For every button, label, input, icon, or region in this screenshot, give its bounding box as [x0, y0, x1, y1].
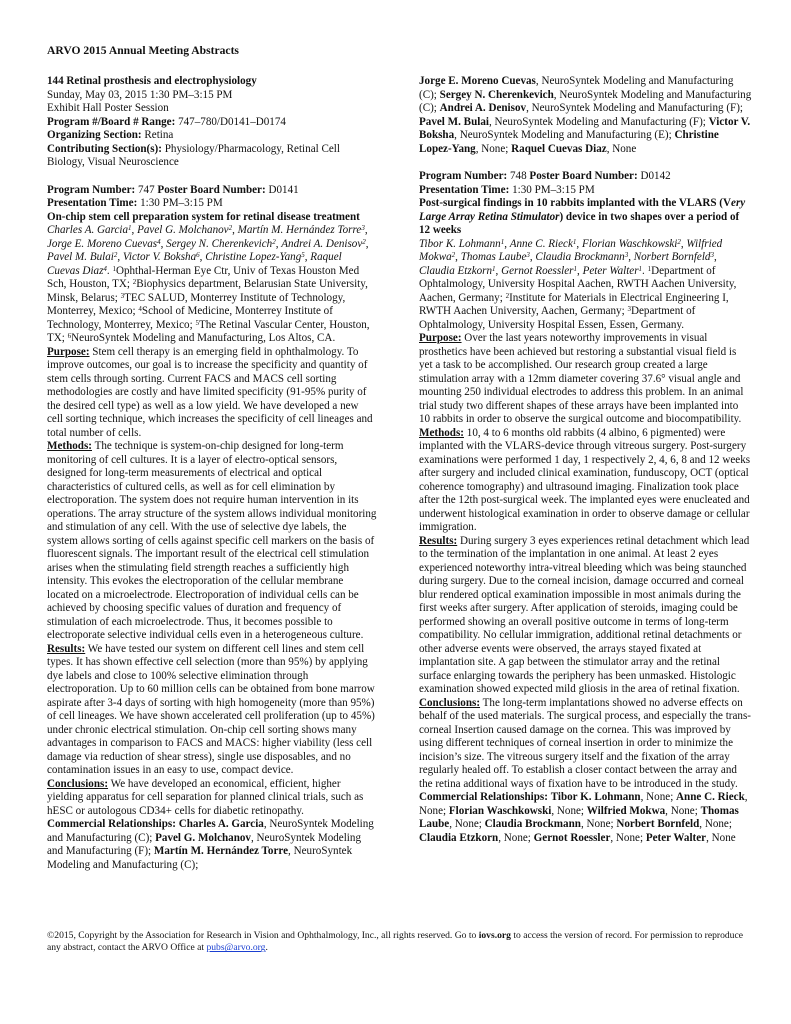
session-organizing: Organizing Section: Retina	[47, 129, 174, 141]
affiliation-sup: 1	[647, 264, 652, 273]
time-line: Presentation Time: 1:30 PM–3:15 PM	[47, 197, 223, 209]
relationship-name: Andrei A. Denisov	[439, 102, 527, 114]
author-name: Anne C. Rieck	[509, 237, 573, 250]
relationship-name: Anne C. Rieck	[676, 791, 745, 803]
relationship-type: None	[419, 804, 444, 817]
author-name: Charles A. Garcia	[47, 224, 129, 236]
affiliation-sup: 4	[138, 305, 142, 313]
relationship-name: Claudia Brockmann	[484, 818, 581, 830]
author-name: Florian Waschkowski	[581, 237, 678, 250]
relationship-name: Wilfried Mokwa	[586, 804, 666, 817]
author-sup: 1	[492, 264, 496, 273]
author	[535, 251, 628, 263]
page-header: ARVO 2015 Annual Meeting Abstracts	[47, 44, 239, 57]
relationship-type: NeuroSyntek Modeling and Manufacturing (F)	[531, 102, 740, 114]
commercial-relationships: Commercial Relationships: Tibor K. Lohmann, None; Anne C. Rieck, None; Florian Waschkowski, None; Wilfried Mokwa, None; Thomas Laube, None; Claudia Brockmann, None; Norbert Bornfeld, None; Claudia Etzkorn, None; Gernot Roessler, None; Peter Walter, None	[419, 791, 748, 844]
author-sup: 1	[128, 224, 132, 232]
author	[419, 238, 504, 250]
relationship-name: Martín M. Hernández Torre	[153, 845, 289, 857]
author-name: Raquel Cuevas Diaz	[47, 251, 342, 277]
abstract-747	[47, 184, 377, 873]
session-contributing: Contributing Section(s): Physiology/Pharmacology, Retinal Cell Biology, Visual Neuroscience	[47, 142, 340, 168]
session-location: Exhibit Hall Poster Session	[47, 102, 169, 114]
author-sup: 5	[301, 251, 305, 259]
time-line: Presentation Time: 1:30 PM–3:15 PM	[419, 183, 595, 196]
author-sup: 2	[113, 251, 118, 259]
relationship-type: None	[615, 831, 640, 844]
session-title: 144 Retinal prosthesis and electrophysiology	[47, 75, 257, 87]
author	[582, 238, 681, 250]
abstract-747-continued: Jorge E. Moreno Cuevas, NeuroSyntek Modeling and Manufacturing (C); Sergey N. Cherenkevich, NeuroSyntek Modeling and Manufacturing (C); Andrei A. Denisov, NeuroSyntek Modeling and Manufacturing (F); Pavel M. Bulai, NeuroSyntek Modeling and Manufacturing (F); Victor V. Boksha, NeuroSyntek Modeling and Manufacturing (E); Christine Lopez-Yang, None; Raquel Cuevas Diaz, None	[419, 75, 752, 155]
author-name: Victor V. Boksha	[122, 251, 197, 263]
author-sup: 3	[624, 251, 629, 259]
affiliation-sup: 3	[627, 305, 631, 313]
conclusions-section: Conclusions: The long-term implantations showed no adverse effects on behalf of the used materials. The surgical process, and especially the trans-corneal Insertion caused damage on the cornea. This was improved by using different techniques of corneal insertion in order to minimize the incision’s size. The vitreous surgery itself and the fixation of the array regularly healed off. To establish a closer contact between the array and the retina additional ways of fixation have to be introduced in the study.	[419, 696, 751, 790]
author	[123, 251, 200, 263]
author	[47, 251, 117, 263]
relationship-name: Sergey N. Cherenkevich	[439, 88, 554, 101]
author-sup: 1	[573, 264, 578, 273]
author-sup: 2	[451, 251, 456, 259]
relationship-type: None	[481, 142, 506, 155]
author	[137, 224, 232, 236]
author-name: Pavel G. Molchanov	[137, 224, 229, 236]
author-name: Thomas Laube	[460, 251, 527, 263]
author-sup: 2	[362, 237, 366, 246]
author-name: Christine Lopez-Yang	[205, 251, 302, 263]
affiliation-sup: 3	[120, 291, 125, 300]
session-date: Sunday, May 03, 2015 1:30 PM–3:15 PM	[47, 88, 233, 101]
author-name: Norbert Bornfeld	[633, 251, 711, 263]
affiliation-text: Institute for Materials in Electrical Engineering I, RWTH Aachen University, Aachen, Germany;	[419, 291, 729, 317]
author	[166, 238, 276, 250]
author	[583, 265, 642, 277]
left-column	[47, 75, 377, 872]
relationship-name: Peter Walter	[645, 831, 707, 844]
relationship-type: NeuroSyntek Modeling and Manufacturing (F)	[47, 831, 361, 857]
relationship-type: None	[711, 831, 736, 844]
affiliation-text: NeuroSyntek Modeling and Manufacturing, Los Altos, CA.	[71, 332, 336, 344]
affiliation-text: Ophthal-Herman Eye Ctr, Univ of Texas Houston Med Sch, Houston, TX;	[47, 264, 360, 290]
authors-affiliations	[419, 238, 752, 333]
copyright-footer: ©2015, Copyright by the Association for Research in Vision and Ophthalmology, Inc., all rights reserved. Go to iovs.org to access the version of record. For permission to reproduce any abstract, contact the ARVO Office at pubs@arvo.org.	[47, 930, 743, 954]
relationship-type: None	[670, 804, 695, 817]
relationship-name: Christine Lopez-Yang	[419, 129, 719, 155]
relationship-name: Gernot Roessler	[533, 831, 611, 844]
author-name: Claudia Brockmann	[535, 251, 625, 263]
author	[47, 224, 132, 236]
author-sup: 2	[677, 237, 681, 246]
relationship-type: None	[646, 791, 671, 803]
conclusions-section: Conclusions: We have developed an economical, efficient, higher yielding apparatus for cell separation for planned clinical trials, such as hESC or autologous CD34+ cells for diabetic retinopathy.	[47, 777, 364, 817]
authors-affiliations	[47, 224, 377, 346]
abstract-748	[419, 170, 752, 845]
author	[510, 238, 577, 250]
relationship-name: Pavel M. Bulai	[419, 115, 489, 128]
author-sup: 1	[572, 237, 577, 246]
author-sup: 1	[500, 237, 505, 246]
affiliation-text: Department of Ophtalmology, University Hospital Essen, Essen, Germany.	[419, 305, 696, 331]
affiliation-text: TEC SALUD, Monterrey Institute of Technology, Monterrey, Mexico;	[47, 291, 346, 317]
affiliation-sup: 2	[505, 291, 510, 300]
relationship-name: Tibor K. Lohmann	[550, 791, 641, 803]
author-sup: 3	[361, 224, 365, 232]
session-program-range: Program #/Board # Range: 747–780/D0141–D0174	[47, 115, 286, 128]
relationship-name: Claudia Etzkorn	[419, 831, 499, 844]
relationship-type: None	[556, 804, 581, 817]
author-name: Sergey N. Cherenkevich	[166, 237, 273, 250]
right-column	[419, 75, 752, 845]
affiliation-text: School of Medicine, Monterrey Institute of Technology, Monterrey, Mexico;	[47, 305, 333, 331]
author-name: Gernot Roessler	[501, 264, 574, 277]
relationship-type: NeuroSyntek Modeling and Manufacturing (C)	[419, 88, 752, 114]
relationship-type: NeuroSyntek Modeling and Manufacturing (C)	[47, 845, 353, 871]
affiliation-text: Department of Ophtalmology, University Hospital Aachen, RWTH Aachen University, Aachen, Germany;	[419, 264, 737, 304]
author	[501, 265, 577, 277]
author-list: Tibor K. Lohmann$^1$, Anne C. Rieck$^1$, Florian Waschkowski$^2$, Wilfried Mokwa$^2$, Thomas Laube$^3$, Claudia Brockmann$^3$, Norbert Bornfeld$^3$, Claudia Etzkorn$^1$, Gernot Roessler$^1$, Peter Walter$^1$.	[419, 237, 723, 277]
relationship-type: None	[454, 818, 479, 830]
author-list: Charles A. Garcia$^1$, Pavel G. Molchanov$^2$, Martín M. Hernández Torre$^3$, Jorge E. Moreno Cuevas$^4$, Sergey N. Cherenkevich$^2$, Andrei A. Denisov$^2$, Pavel M. Bulai$^2$, Victor V. Boksha$^6$, Christine Lopez-Yang$^5$, Raquel Cuevas Diaz$^4$.	[47, 224, 369, 277]
relationship-name: Jorge E. Moreno Cuevas	[419, 75, 536, 87]
author	[47, 238, 161, 250]
author-sup: 3	[526, 251, 530, 259]
commercial-relationships: Commercial Relationships: Charles A. Garcia, NeuroSyntek Modeling and Manufacturing (C); Pavel G. Molchanov, NeuroSyntek Modeling and Manufacturing (F); Martín M. Hernández Torre, NeuroSyntek Modeling and Manufacturing (C);	[47, 818, 374, 871]
author	[419, 265, 496, 277]
author-sup: 1	[638, 264, 643, 273]
relationship-name: Pavel G. Molchanov	[155, 831, 251, 844]
author-sup: 2	[272, 237, 276, 246]
author-name: Peter Walter	[582, 264, 639, 277]
methods-section: Methods: The technique is system-on-chip designed for long-term monitoring of cell cultures. It is a layer of electro-optical sensors, designed for long-term measurements of electrical and optical characteristics of cultured cells, as well as for cell elimination by electroporation. The system does not require human intervention in its operations. The array structure of the system allows individual monitoring and stimulation of any cell. With the use of selective dye labels, the system allows sorting of cells against specific cell markers on the basis of fluorescent signals. The important result of the electrical cell stimulation arises when the stimulating field strength reaches a sufficiently high intensity. This evokes the electroporation of the cellular membrane located on a microelectrode. Electroporation of individual cells can be achieved by choosing specific values of duration and frequency of stimulation of each microelectrode. Thus, it becomes possible to electroporate selective individual cells even in a heterogeneous culture.	[47, 440, 377, 641]
affiliation-sup: 5	[195, 318, 199, 327]
abstract-title: On-chip stem cell preparation system for retinal disease treatment	[47, 210, 360, 223]
results-section: Results: During surgery 3 eyes experiences retinal detachment which lead to the termination of the implantation in one animal. At least 2 eyes experienced noteworthy intra-vitreal bleeding which was being staunched during surgery. Due to the corneal incision, damage occurred and corneal blur rendered optical examination impossible in most animals during the first weeks after surgery. After application of steroids, imaging could be performed showing an overall positive outcome in terms of long-term compatibility. No cellular immigration, additional retinal detachments or other adverse events were observed, the arrays stayed fixated at implantation site. A gap between the stimulator array and the retinal surface enlarging towards the periphery has been unmasked. Histologic examination showed expected mild gliosis in the area of retinal fixation.	[419, 534, 750, 695]
author	[238, 224, 365, 236]
author-name: Tibor K. Lohmann	[419, 237, 501, 250]
author-name: Andrei A. Denisov	[281, 237, 363, 250]
relationship-name: Victor V. Boksha	[419, 115, 751, 141]
methods-section: Methods: 10, 4 to 6 months old rabbits (4 albino, 6 pigmented) were implanted with the VLARS-device through vitreous surgery. Post-surgery examinations were performed 1 day, 1 respectively 2, 4, 6, 8 and 12 weeks after surgery and included clinical examination, funduscopy, OCT (optical coherence tomography) and ultrasound imaging. Finalization took place after the 12th post-surgical week. The implanted eyes were enucleated and underwent histological examination in order to observe damage or cellular immigration.	[419, 426, 751, 533]
results-section: Results: We have tested our system on different cell lines and stem cell types. It has shown effective cell selection (more than 95%) by applying dye labels and close to 100% selective elimination through electroporation. Up to 60 million cells can be obtained from bone marrow aspirate after 3-4 days of sorting with high homogeneity (more than 95%) of cell lineages. We have shown accelerated cell proliferation (up to 45%) under chronic electrical stimulation. On-chip cell sorting shows many advantages in comparison to FACS and MACS: higher viability (less cell damage via reduction of shear stress), single use disposables, and no contamination issues in an easy to use, compact device.	[47, 642, 375, 776]
author-sup: 4	[157, 237, 161, 246]
author-name: Wilfried Mokwa	[419, 237, 723, 263]
relationship-type: None	[704, 818, 729, 830]
relationship-type: None	[503, 831, 528, 844]
author-sup: 3	[710, 251, 714, 259]
relationship-type: NeuroSyntek Modeling and Manufacturing (F)	[494, 115, 703, 128]
author-name: Jorge E. Moreno Cuevas	[47, 237, 158, 250]
affiliation-sup: 1	[112, 264, 116, 273]
program-line: Program Number: 747 Poster Board Number: D0141	[47, 183, 299, 196]
author	[634, 251, 714, 263]
relationship-name: Norbert Bornfeld	[616, 818, 700, 830]
iovs-link[interactable]: iovs.org	[478, 930, 511, 941]
session-block	[47, 75, 377, 170]
abstract-title: Post-surgical findings in 10 rabbits implanted with the VLARS (Very Large Array Retina Stimulator) device in two shapes over a period of 12 weeks	[419, 197, 746, 236]
purpose-section: Purpose: Over the last years noteworthy improvements in visual prosthetics have been achieved but restoring a substantial visual field is yet a task to be accomplished. Our research group created a large stimulation array with a 12mm diameter covering 37.6° visual angle and mounting 250 individual electrodes to address this problem. In an animal trial study two different shapes of these arrays have been implanted into 10 rabbits in order to observe the surgical outcome and biocompatibility.	[419, 332, 744, 425]
purpose-section: Purpose: Stem cell therapy is an emerging field in ophthalmology. To improve outcomes, our goal is to increase the specificity and quantity of stem cells through sorting. Current FACS and MACS cell sorting methodologies are costly and have limited specificity (91-95% purity of the desired cell type) as well as a low yield. We have developed a new cell sorting technique, which increases the specificity of cell lineages and total number of cells.	[47, 345, 373, 439]
author	[461, 251, 530, 263]
relationship-name: Raquel Cuevas Diaz	[511, 142, 607, 155]
relationship-type: None	[586, 818, 611, 830]
author-name: Pavel M. Bulai	[47, 251, 114, 263]
author-sup: 4	[103, 264, 107, 273]
relationship-type: NeuroSyntek Modeling and Manufacturing (C)	[47, 818, 374, 844]
relationship-type: NeuroSyntek Modeling and Manufacturing (C)	[419, 75, 734, 101]
author-sup: 2	[228, 224, 233, 232]
relationship-name: Charles A. Garcia	[178, 818, 264, 830]
affiliation-sup: 2	[132, 278, 137, 286]
author	[205, 251, 305, 263]
author-name: Claudia Etzkorn	[419, 264, 493, 277]
email-link[interactable]: pubs@arvo.org	[206, 942, 266, 954]
program-line: Program Number: 748 Poster Board Number: D0142	[419, 170, 671, 182]
relationship-name: Florian Waschkowski	[448, 804, 552, 817]
affiliation-text: The Retinal Vascular Center, Houston, TX;	[47, 318, 370, 344]
relationship-name: Thomas Laube	[419, 804, 739, 830]
relationship-type: None	[612, 142, 637, 155]
relationship-type: NeuroSyntek Modeling and Manufacturing (E)	[459, 129, 669, 141]
author-sup: 6	[196, 251, 200, 259]
author	[281, 238, 366, 250]
affiliation-sup: 6	[67, 332, 72, 340]
affiliation-text: Biophysics department, Belarusian State University, Minsk, Belarus;	[47, 278, 368, 304]
author-name: Martín M. Hernández Torre	[237, 224, 362, 236]
